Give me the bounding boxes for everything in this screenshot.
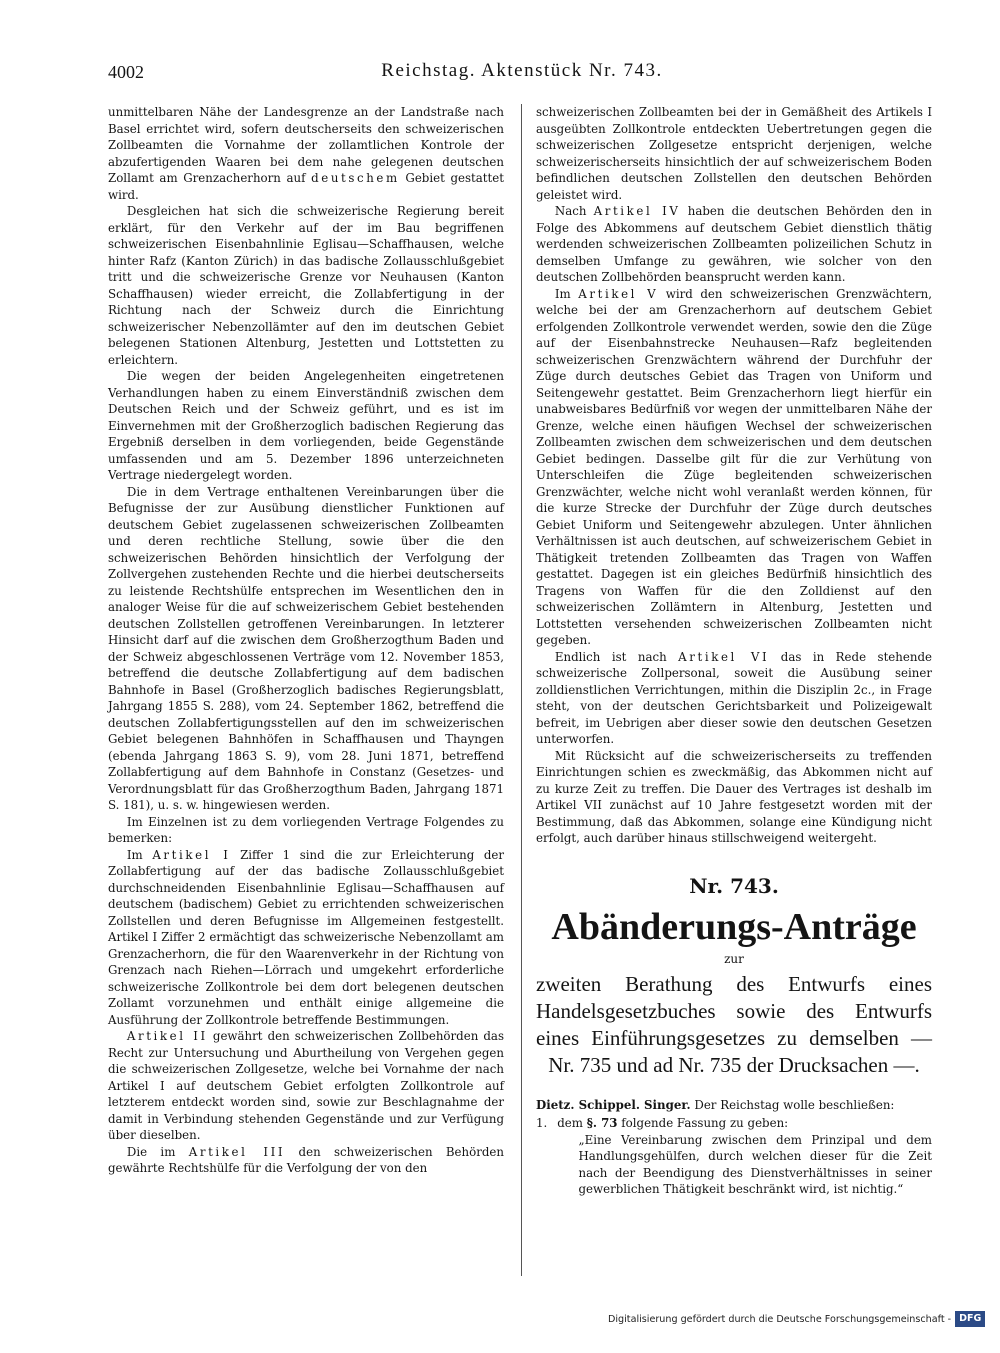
motion xyxy=(536,1097,932,1198)
paragraph-text: Die im xyxy=(126,1144,176,1159)
quoted-text: „Eine Vereinbarung zwischen dem Prinzipal und dem Handlungsgehülfen, durch welchen dieser für die Zeit nach der Beendigung des Dienstverhältnisses in seiner gewerblichen Thätigkeit beschränkt wird, ist nichtig.“ xyxy=(578,1132,932,1196)
paragraph-text: den schweizerischen Behörden gewährte Rechtshülfe für die Verfolgung der von den xyxy=(108,1144,505,1175)
document-connector: zur xyxy=(724,951,744,966)
paragraph: Im Einzelnen ist zu dem vorliegenden Vertrage Folgendes zu bemerken: xyxy=(108,814,504,845)
paragraph xyxy=(108,847,504,1029)
paragraph-text: Gebiet gestattet wird. xyxy=(108,171,505,202)
article-reference: Artikel VI xyxy=(678,649,770,664)
motion-text: Der Reichstag wolle beschließen: xyxy=(694,1097,895,1112)
paragraph-text: Ziffer 1 sind die zur Erleichterung der Zollabfertigung auf der das badische Zollausschlußgebiet durchschneidenden Eisenbahnlinie Eglisau—Schaffhausen auf deutschem (badischem) Gebiet zu errichtenden schweizerischen Zollstellen und deren Befugnisse im Allgemeinen festgestellt. Artikel I Ziffer 2 ermächtigt das schweizerische Nebenzollamt am Grenzacherhorn, die für den Waarenverkehr in der Richtung von Grenzach nach Riehen—Lörrach und umgekehrt erforderliche schweizerische Zollkontrole bei dem dort belegenen deutschen Zollamt vorzunehmen und enthält einige allgemeine die Ausführung der Zollkontrole betreffende Bestimmungen. xyxy=(108,847,504,1027)
item-text: dem xyxy=(557,1116,583,1130)
paragraph: Mit Rücksicht auf die schweizerischerseits zu treffenden Einrichtungen schien es zweckmäßig, das Abkommen nicht auf zu kurze Zeit zu treffen. Die Dauer des Vertrages ist deshalb im Artikel VII zunächst auf 10 Jahre festgesetzt worden mit der Bestimmung, daß das Abkommen, solange eine Kündigung nicht erfolgt, auch darüber hinaus stillschweigend weitergeht. xyxy=(536,748,932,845)
document-subtitle: zweiten Berathung des Entwurfs eines Handelsgesetzbuches sowie des Entwurfs eines Einführungsgesetzes zu demselben — Nr. 735 und ad Nr. 735 der Drucksachen —. xyxy=(536,971,932,1077)
paragraph-text: Endlich ist nach xyxy=(554,649,667,664)
document-title: Abänderungs-Anträge xyxy=(551,905,917,948)
motion-intro xyxy=(536,1097,932,1114)
paragraph-text: haben die deutschen Behörden den in Folge des Abkommens auf deutschem Gebiet dienstlich thätig werdenden schweizerischen Zollbeamten polizeilichen Schutz in demselben Umfange zu gewähren, wie solcher von den deutschen Zollbehörden beansprucht werden kann. xyxy=(536,204,933,284)
paragraph: Die in dem Vertrage enthaltenen Vereinbarungen über die Befugnisse der zur Ausübung dienstlicher Funktionen auf deutschem Gebiet zugelassenen schweizerischen Zollbeamten und deren rechtliche Stellung, sowie über die den schweizerischen Behörden hinsichtlich der Verfolgung der Zollvergehen zustehenden Rechte und die hierbei deutscherseits zu leistende Rechtshülfe entsprechen im Wesentlichen den in analoger Weise für die auf schweizerischem Gebiet bestehenden deutschen Zollstellen getroffenen Vereinbarungen. In letzterer Hinsicht darf auf die zwischen dem Großherzogthum Baden und der Schweiz abgeschlossenen Verträge vom 12. November 1853, betreffend die deutsche Zollabfertigung auf dem badischen Bahnhofe in Basel (Großherzoglich badisches Regierungsblatt, Jahrgang 1855 S. 288), vom 24. September 1862, betreffend die deutschen Zollabfertigungsstellen auf den im schweizerischen Gebiet belegenen Bahnhöfen in Schaffhausen und Thayngen (ebenda Jahrgang 1863 S. 9), vom 28. Juni 1871, betreffend Zollabfertigung auf dem Bahnhofe in Constanz (Gesetzes- und Verordnungsblatt für das Großherzogthum Baden, Jahrgang 1871 S. 181), u. s. w. hingewiesen werden. xyxy=(108,484,504,812)
paragraph-text: Nach xyxy=(554,204,587,218)
footer-credit: Digitalisierung gefördert durch die Deutsche Forschungsgemeinschaft - xyxy=(608,1314,952,1325)
article-reference: Artikel I xyxy=(152,847,231,862)
article-reference: Artikel II xyxy=(126,1029,208,1043)
right-column xyxy=(536,104,932,1198)
footer xyxy=(608,1310,986,1330)
page-number: 4002 xyxy=(108,62,144,82)
article-reference: Artikel V xyxy=(578,286,659,301)
paragraph: schweizerischen Zollbeamten bei der in Gemäßheit des Artikels I ausgeübten Zollkontrole entdeckten Uebertretungen gegen die schweizerischen Zollgesetze entspricht derjenigen, welche schweizerischerseits hinsichtlich der auf schweizerischem Boden befindlichen deutschen Zollstellen den deutschen Behörden geleistet wird. xyxy=(536,105,932,202)
paragraph xyxy=(536,286,932,649)
item-text: folgende Fassung zu geben: xyxy=(621,1116,789,1130)
left-column xyxy=(108,104,504,1177)
paragraph xyxy=(108,1144,504,1177)
item-number: 1. xyxy=(536,1116,548,1130)
motion-signatories: Dietz. Schippel. Singer. xyxy=(536,1097,691,1112)
page-header xyxy=(108,58,936,88)
paragraph-text: unmittelbaren Nähe der Landesgrenze an der Landstraße nach Basel errichtet wird, sofern deutscherseits den schweizerischen Zollbeamten die Vornahme der zollamtlichen Kontrole der abzufertigenden Waaren bei dem nahe gelegenen deutschen Zollamt am Grenzacherhorn auf xyxy=(108,105,504,185)
column-divider xyxy=(521,104,522,1276)
paragraph xyxy=(108,1028,504,1144)
paragraph-text: das in Rede stehende schweizerische Zollpersonal, soweit die Ausübung seiner zolldienstlichen Verrichtungen, mithin die Disziplin 2c., in Frage steht, von der deutschen Gerichtsbarkeit und Polizeigewalt befreit, im Uebrigen aber dieser sowie den deutschen Gesetzen unterworfen. xyxy=(536,649,932,746)
article-reference: Artikel IV xyxy=(593,204,681,218)
article-reference: Artikel III xyxy=(188,1144,286,1159)
document-number: Nr. 743. xyxy=(689,873,779,898)
motion-item xyxy=(536,1115,932,1132)
paragraph-text: gewährt den schweizerischen Zollbehörden das Recht zur Untersuchung und Aburtheilung von Vergehen gegen die schweizerischen Zollgesetze, welche bei Vornahme der nach Artikel I auf deutschem Gebiet erfolgten Zollkontrole auf letzterem entdeckt worden sind, sowie zur Beschlagnahme der damit in Verbindung stehenden Gegenstände und zur Verfügung über dieselben. xyxy=(108,1029,504,1142)
section-reference: §. 73 xyxy=(586,1116,618,1130)
running-title: Reichstag. Aktenstück Nr. 743. xyxy=(381,60,663,81)
paragraph xyxy=(536,649,932,748)
paragraph: Die wegen der beiden Angelegenheiten eingetretenen Verhandlungen haben zu einem Einverständniß zwischen dem Deutschen Reich und der Schweiz geführt, und es ist im Einvernehmen mit der Großherzoglich badischen Regierung das Ergebniß derselben in dem vorliegenden, beide Gegenstände umfassenden und am 5. Dezember 1896 unterzeichneten Vertrage niedergelegt worden. xyxy=(108,369,504,482)
paragraph-text: Im xyxy=(126,847,143,862)
paragraph-text: wird den schweizerischen Grenzwächtern, welche bei der am Grenzacherhorn auf deutschem Gebiet erfolgenden Zollkontrole verwendet werden, sowie den die Züge auf der Eisenbahnstrecke Neuhausen—Rafz begleitenden schweizerischen Grenzwächtern während der Durchfuhr der Züge durch deutsches Gebiet das Tragen von Uniform und Seitengewehr gestattet. Beim Grenzacherhorn liegt hierfür ein unabweisbares Bedürfniß vor wegen der unmittelbaren Nähe der Grenze, welche einen häufigen Wechsel der schweizerischen Zollbeamten zwischen dem schweizerischen und dem deutschen Gebiet bedingen. Dasselbe gilt für die zur Verhütung von Unterschleifen die Züge begleitenden schweizerischen Grenzwächter, welche nicht wohl veranlaßt werden können, für die kurze Strecke der Durchfuhr der Züge durch deutsches Gebiet Uniform und Seitengewehr abzulegen. Unter ähnlichen Verhältnissen ist auch deutschen, auf schweizerischem Gebiet in Thätigkeit tretenden Zollbeamten das Tragen von Waffen gestattet. Dagegen ist ein gleiches Bedürfniß hinsichtlich des Tragens von Waffen für die den Zolldienst auf den schweizerischen Zollämtern in Altenburg, Jestetten und Lottstetten versehenden schweizerischen Zollbeamten nicht gegeben. xyxy=(536,286,933,647)
dfg-logo: DFG xyxy=(955,1311,985,1327)
emphasis: deutschem xyxy=(311,171,400,185)
paragraph-text: Im xyxy=(554,286,571,301)
paragraph xyxy=(536,203,932,286)
paragraph xyxy=(108,104,504,203)
paragraph: Desgleichen hat sich die schweizerische Regierung bereit erklärt, für den Verkehr auf der im Bau begriffenen schweizerischen Eisenbahnlinie Eglisau—Schaffhausen, welche hinter Rafz (Kanton Zürich) in das badische Zollausschlußgebiet tritt und die schweizerische Grenze vor Neuhausen (Kanton Schaffhausen) wieder erreicht, die Zollabfertigung in der Richtung nach der Schweiz durch die Einrichtung schweizerischer Nebenzollämter auf den im deutschen Gebiet belegenen Stationen Altenburg, Jestetten und Lottstetten zu erleichtern. xyxy=(108,204,504,367)
